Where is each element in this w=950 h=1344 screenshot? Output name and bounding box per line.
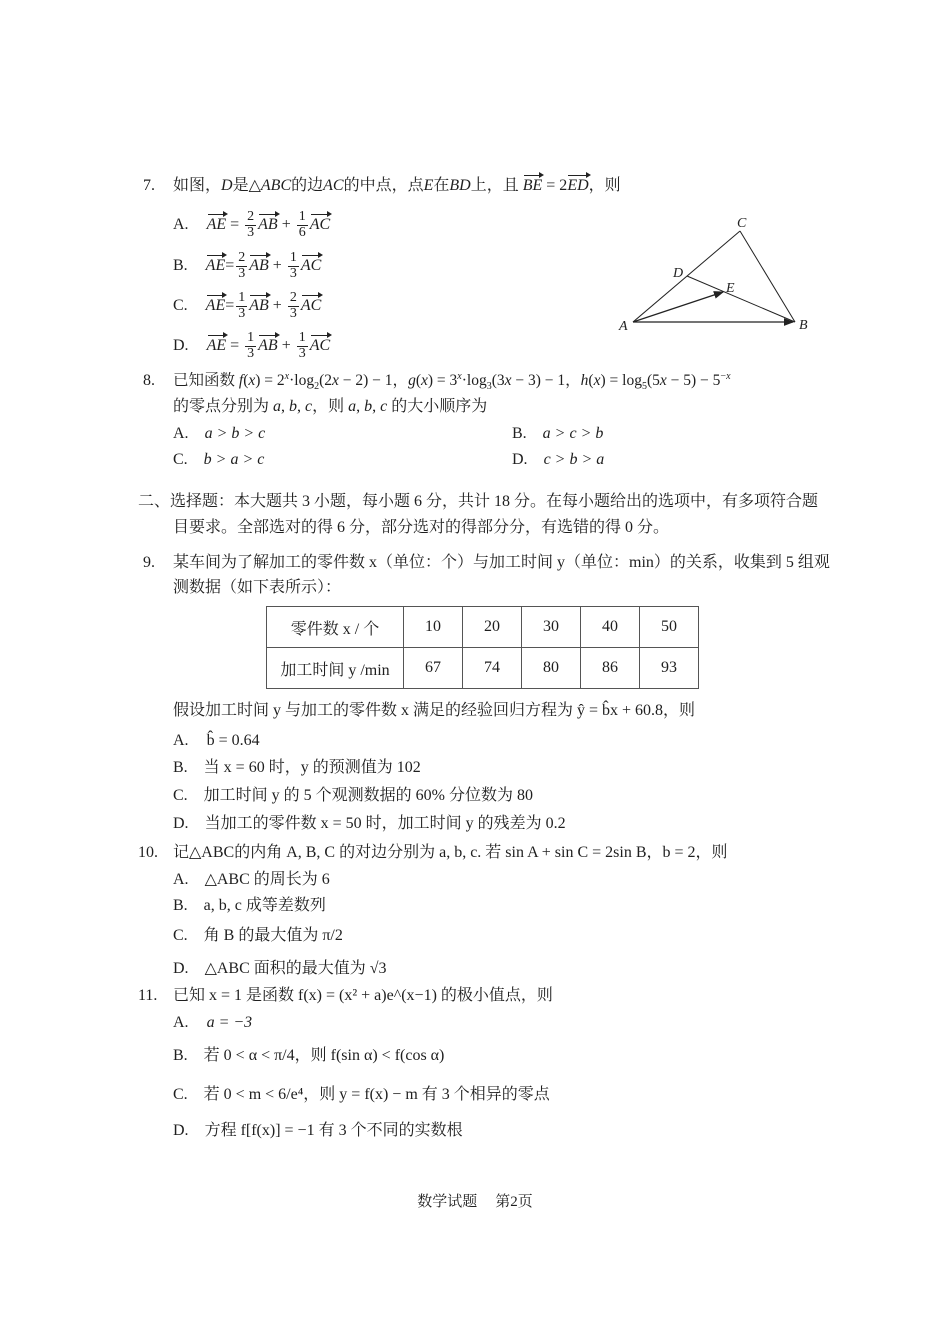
option-text: b > a > c: [203, 451, 265, 468]
point-b-label: B: [799, 318, 808, 333]
point-d-label: D: [673, 266, 684, 281]
table-cell: 93: [640, 648, 699, 689]
coef-den: 3: [238, 265, 246, 281]
row-header: 加工时间 y /min: [267, 648, 404, 689]
table-cell: 86: [581, 648, 640, 689]
question-number: 9.: [143, 554, 155, 571]
coef-den: 6: [298, 224, 306, 240]
coef-num: 1: [238, 290, 246, 305]
table-cell: 20: [463, 607, 522, 648]
option-a[interactable]: [173, 733, 260, 749]
question-stem-line2: 的零点分别为 a, b, c，则 a, b, c 的大小顺序为: [173, 398, 488, 415]
option-label: B.: [173, 256, 188, 274]
option-label: D.: [173, 336, 189, 354]
option-text: 若 0 < m < 6/e⁴，则 y = f(x) − m 有 3 个相异的零点: [203, 1086, 550, 1103]
question-stem: 已知 x = 1 是函数 f(x) = (x² + a)e^(x−1) 的极小值点，则: [173, 987, 553, 1004]
option-c[interactable]: [173, 1087, 550, 1103]
option-text: a > c > b: [542, 425, 604, 442]
option-text: 加工时间 y 的 5 个观测数据的 60% 分位数为 80: [203, 787, 534, 804]
question-stem-line1: 已知函数 $f(x) = 2^x\cdot\log_2(2x - 2) - 1$，$g(x) = 3^x\cdot\log_3(3x - 3) - 1$，$h(x) = \log_5(5x - 5) - 5^{-x}$: [173, 370, 731, 393]
option-label: C.: [173, 296, 188, 314]
option-label: C.: [173, 451, 188, 468]
option-d[interactable]: [512, 452, 604, 468]
observation-table: [266, 606, 699, 689]
option-text: 角 B 的最大值为 π/2: [203, 927, 343, 944]
option-label: A.: [173, 215, 189, 233]
option-b[interactable]: [512, 426, 603, 442]
section-heading-line2: 目要求。全部选对的得 6 分，部分选对的得部分分，有选错的得 0 分。: [173, 519, 670, 536]
coef-den: 3: [247, 345, 255, 361]
section-heading-line1: 二、选择题：本大题共 3 小题，每小题 6 分，共计 18 分。在每小题给出的选项中，有多项符合题: [138, 493, 819, 510]
option-text: b̂ = 0.64: [206, 732, 260, 749]
coef-num: 2: [247, 209, 255, 224]
regression-statement: 假设加工时间 y 与加工的零件数 x 满足的经验回归方程为 ŷ = b̂x + 60.8，则: [173, 702, 696, 719]
option-text: c > b > a: [543, 451, 605, 468]
option-c[interactable]: [173, 928, 343, 944]
side-cb: [740, 231, 795, 322]
option-c[interactable]: [173, 452, 264, 468]
coef-den: 3: [289, 265, 297, 281]
option-d[interactable]: [173, 961, 387, 977]
table-row: [267, 607, 699, 648]
question-stem-line2: 测数据（如下表所示）：: [173, 579, 342, 596]
table-cell: 80: [522, 648, 581, 689]
option-text: a = −3: [206, 1014, 253, 1031]
option-label: B.: [512, 425, 527, 442]
coef-num: 1: [289, 250, 297, 265]
option-text: △ABC 面积的最大值为 √3: [204, 960, 387, 977]
option-label: D.: [173, 1122, 189, 1139]
side-ac: [633, 231, 740, 322]
coef-num: 1: [298, 330, 306, 345]
option-label: B.: [173, 759, 188, 776]
question-number: 11.: [138, 987, 158, 1004]
option-label: C.: [173, 787, 188, 804]
option-b[interactable]: B. AE= $\frac{2}{3}$ AB + $\frac{1}{3}$ AC: [173, 250, 322, 281]
option-label: D.: [173, 815, 189, 832]
option-label: B.: [173, 1047, 188, 1064]
coef-num: 1: [247, 330, 255, 345]
option-d[interactable]: [173, 1123, 463, 1139]
option-label: A.: [173, 1014, 189, 1031]
question-stem: 记△ABC的内角 A, B, C 的对边分别为 a, b, c. 若 sin A + sin C = 2sin B，b = 2，则: [173, 844, 728, 861]
option-d[interactable]: [173, 816, 566, 832]
option-b[interactable]: [173, 760, 421, 776]
option-d[interactable]: D. AE = $\frac{1}{3}$ AB + $\frac{1}{3}$ AC: [173, 330, 331, 361]
option-label: B.: [173, 897, 188, 914]
table-row: [267, 648, 699, 689]
option-label: D.: [512, 451, 528, 468]
option-label: C.: [173, 1086, 188, 1103]
coef-num: 1: [298, 209, 306, 224]
coef-num: 2: [289, 290, 297, 305]
option-c[interactable]: [173, 788, 533, 804]
coef-num: 2: [238, 250, 246, 265]
option-text: a, b, c 成等差数列: [203, 897, 326, 914]
question-number: 10.: [138, 844, 158, 861]
option-text: 当 x = 60 时，y 的预测值为 102: [203, 759, 421, 776]
option-text: 方程 f[f(x)] = −1 有 3 个不同的实数根: [204, 1122, 463, 1139]
option-label: C.: [173, 927, 188, 944]
page-footer: [0, 1190, 950, 1211]
coef-den: 3: [247, 224, 255, 240]
point-a-label: A: [619, 319, 628, 334]
option-label: A.: [173, 871, 189, 888]
option-b[interactable]: [173, 898, 326, 914]
coef-den: 3: [298, 345, 306, 361]
option-label: A.: [173, 425, 189, 442]
option-text: 当加工的零件数 x = 50 时，加工时间 y 的残差为 0.2: [204, 815, 566, 832]
footer-subject: 数学试题: [417, 1194, 478, 1210]
table-cell: 50: [640, 607, 699, 648]
table-cell: 40: [581, 607, 640, 648]
option-b[interactable]: [173, 1048, 444, 1064]
table-cell: 10: [404, 607, 463, 648]
option-a[interactable]: [173, 426, 265, 442]
question-number: 7.: [143, 177, 155, 194]
option-label: A.: [173, 732, 189, 749]
vector-ae: [633, 292, 723, 322]
coef-den: 3: [238, 305, 246, 321]
table-cell: 30: [522, 607, 581, 648]
option-a[interactable]: A. AE = $\frac{2}{3}$ AB + $\frac{1}{6}$ AC: [173, 209, 331, 240]
row-header: 零件数 x / 个: [267, 607, 404, 648]
option-text: △ABC 的周长为 6: [204, 871, 330, 888]
table-cell: 74: [463, 648, 522, 689]
question-stem-line1: 某车间为了解加工的零件数 x（单位：个）与加工时间 y（单位：min）的关系，收集到 5 组观: [173, 554, 830, 571]
point-c-label: C: [737, 216, 747, 231]
option-a[interactable]: [173, 872, 330, 888]
footer-page-number: 第2页: [495, 1194, 533, 1210]
option-c[interactable]: C. AE= $\frac{1}{3}$ AB + $\frac{2}{3}$ AC: [173, 290, 322, 321]
question-number: 8.: [143, 372, 155, 389]
option-label: D.: [173, 960, 189, 977]
table-cell: 67: [404, 648, 463, 689]
point-e-label: E: [726, 281, 735, 296]
triangle-figure: [610, 205, 820, 340]
option-text: 若 0 < α < π/4，则 f(sin α) < f(cos α): [203, 1047, 445, 1064]
question-stem: 如图，D是△ABC的边AC的中点，点E在BD上，且 BE = 2ED，则: [173, 177, 621, 194]
option-text: a > b > c: [204, 425, 266, 442]
coef-den: 3: [289, 305, 297, 321]
option-a[interactable]: [173, 1015, 252, 1031]
